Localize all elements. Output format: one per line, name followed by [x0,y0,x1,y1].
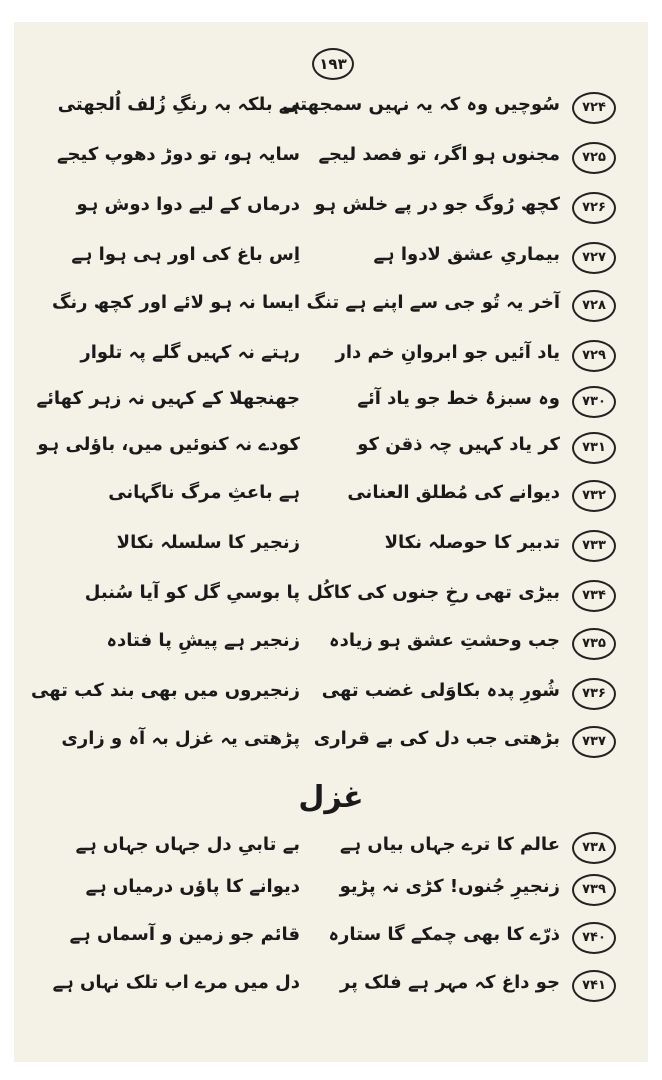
verse-number: ۷۳۸ [572,832,616,864]
verse-second-line: ایسا نہ ہو لائے اور کچھ رنگ [51,292,300,313]
verse-first-line: بڑھتی جب دل کی بے قراری [313,728,560,749]
verse-number: ۷۴۰ [572,922,616,954]
verse-first-line: یاد آئیں جو ابروانِ خم دار [335,342,560,363]
verse-first-line: دیوانے کی مُطلق العنانی [347,482,560,503]
verse-first-line: تدبیر کا حوصلہ نکالا [384,532,560,553]
verse-first-line: وہ سبزۂ خط جو یاد آئے [357,388,560,409]
verse-row [40,966,630,1006]
verse-number: ۷۲۷ [572,242,616,274]
verse-second-line: سایہ ہو، تو دوڑ دھوپ کیجے [56,144,300,165]
verse-number: ۷۳۴ [572,580,616,612]
verse-first-line: عالم کا ترے جہاں بیاں ہے [340,834,560,855]
verse-second-line: درماں کے لیے دوا دوش ہو [76,194,300,215]
verse-first-line: بیماریِ عشق لادوا ہے [373,244,560,265]
verse-first-line: مجنوں ہو اگر، تو فصد لیجے [318,144,560,165]
ghazal-heading: غزل [298,780,364,815]
verse-row [40,526,630,566]
verse-second-line: رہتے نہ کہیں گلے پہ تلوار [80,342,300,363]
verse-number: ۷۳۳ [572,530,616,562]
verse-second-line: ہے بلکہ بہ رنگِ زُلف اُلجھتی [57,94,300,115]
verse-number: ۷۲۸ [572,290,616,322]
verse-row [40,576,630,616]
verse-row [40,286,630,326]
verse-second-line: ہے باعثِ مرگ ناگہانی [108,482,300,503]
page-number: ۱۹۳ [312,48,354,80]
verse-number: ۷۴۱ [572,970,616,1002]
verse-row [40,336,630,376]
verse-row [36,382,630,422]
verse-number: ۷۳۰ [572,386,616,418]
verse-row [40,722,630,762]
verse-first-line: آخر یہ تُو جی سے اپنے ہے تنگ [306,292,560,313]
verse-second-line: پا بوسیِ گل کو آیا سُنبل [84,582,300,603]
verse-number: ۷۲۵ [572,142,616,174]
verse-row [40,238,630,278]
verse-number: ۷۳۶ [572,678,616,710]
verse-first-line: شُورِ پدہ بکاوَلی غضب تھی [321,680,560,701]
verse-first-line: جو داغ کہ مہر ہے فلک پر [339,972,560,993]
verse-first-line: بیڑی تھی رخِ جنوں کی کاکُل [307,582,560,603]
verse-row [37,428,630,468]
verse-second-line: جھنجھلا کے کہیں نہ زہر کھائے [36,388,300,409]
verse-second-line: دل میں مرے اب تلک نہاں ہے [52,972,300,993]
verse-second-line: دیوانے کا پاؤں درمیاں ہے [85,876,300,897]
verse-row [40,624,630,664]
verse-number: ۷۳۱ [572,432,616,464]
verse-first-line: ذرّے کا بھی چمکے گا ستارہ [328,924,560,945]
verse-second-line: زنجیر ہے پیشِ پا فتادہ [106,630,300,651]
verse-second-line: زنجیروں میں بھی بند کب تھی [31,680,300,701]
verse-row [31,674,630,714]
verse-row [40,918,630,958]
verse-number: ۷۲۹ [572,340,616,372]
verse-row [40,870,630,910]
verse-first-line: سُوچیں وہ کہ یہ نہیں سمجھتی [282,94,560,115]
verse-first-line: کچھ رُوگ جو در پے خلش ہو [314,194,560,215]
verse-number: ۷۲۶ [572,192,616,224]
verse-number: ۷۳۲ [572,480,616,512]
verse-second-line: پڑھتی یہ غزل بہ آہ و زاری [61,728,300,749]
verse-second-line: کودے نہ کنوئیں میں، باؤلی ہو [37,434,300,455]
verse-first-line: جب وحشتِ عشق ہو زیادہ [329,630,560,651]
verse-second-line: زنجیر کا سلسلہ نکالا [116,532,300,553]
verse-number: ۷۲۴ [572,92,616,124]
verse-number: ۷۳۵ [572,628,616,660]
verse-number: ۷۳۷ [572,726,616,758]
verse-first-line: زنجیرِ جُنوں! کڑی نہ پڑیو [339,876,560,897]
verse-row [40,88,630,128]
verse-number: ۷۳۹ [572,874,616,906]
verse-second-line: قائم جو زمین و آسماں ہے [69,924,300,945]
verse-row [40,138,630,178]
verse-row [40,188,630,228]
verse-row [40,828,630,868]
verse-second-line: بے تابیِ دل جہاں جہاں ہے [75,834,300,855]
verse-second-line: اِس باغ کی اور ہی ہوا ہے [71,244,300,265]
verse-first-line: کر یاد کہیں چہ ذقن کو [357,434,560,455]
verse-row [40,476,630,516]
